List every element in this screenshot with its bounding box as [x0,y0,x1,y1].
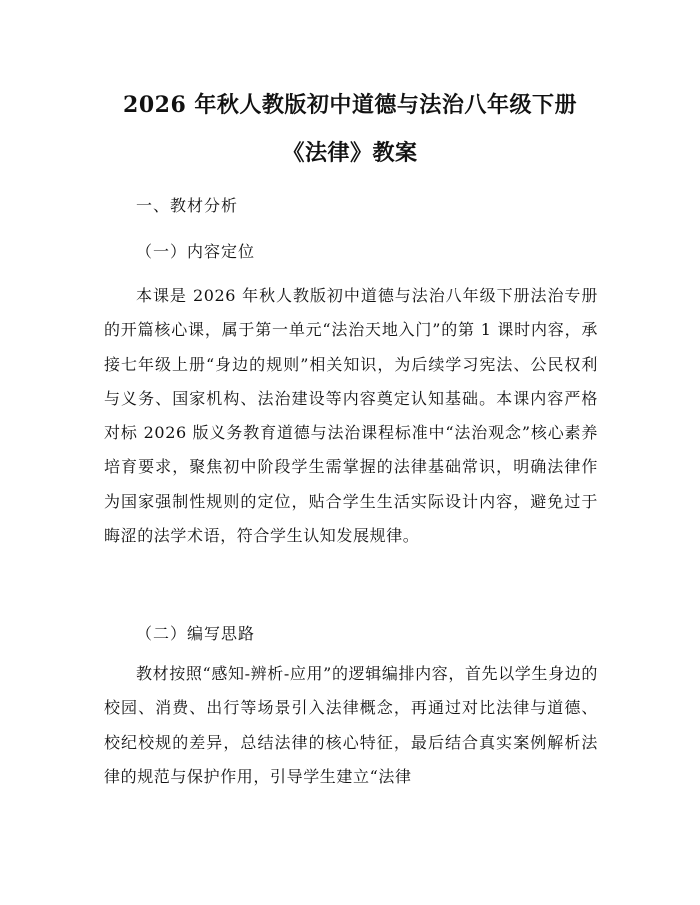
paragraph-content-positioning: 本课是 2026 年秋人教版初中道德与法治八年级下册法治专册的开篇核心课，属于第一单元“法治天地入门”的第 1 课时内容，承接七年级上册“身边的规则”相关知识，为后续学习宪法、公民权利与义务、国家机构、法治建设等内容奠定认知基础。本课内容严格对标 2026 版义务教育道德与法治课程标准中“法治观念”核心素养培育要求，聚焦初中阶段学生需掌握的法律基础常识，明确法律作为国家强制性规则的定位，贴合学生生活实际设计内容，避免过于晦涩的法学术语，符合学生认知发展规律。 [104,286,598,546]
subsection-heading-writing-approach: （二）编写思路 [136,624,256,643]
section-heading-textbook-analysis: 一、教材分析 [136,196,239,215]
document-title-line-2: 《法律》教案 [282,140,418,166]
subsection-heading-content-positioning: （一）内容定位 [136,242,256,261]
paragraph-writing-approach: 教材按照“感知-辨析-应用”的逻辑编排内容，首先以学生身边的校园、消费、出行等场景引入法律概念，再通过对比法律与道德、校纪校规的差异，总结法律的核心特征，最后结合真实案例解析法律的规范与保护作用，引导学生建立“法律 [104,664,598,786]
document-title-line-1: 2026 年秋人教版初中道德与法治八年级下册 [123,92,577,118]
